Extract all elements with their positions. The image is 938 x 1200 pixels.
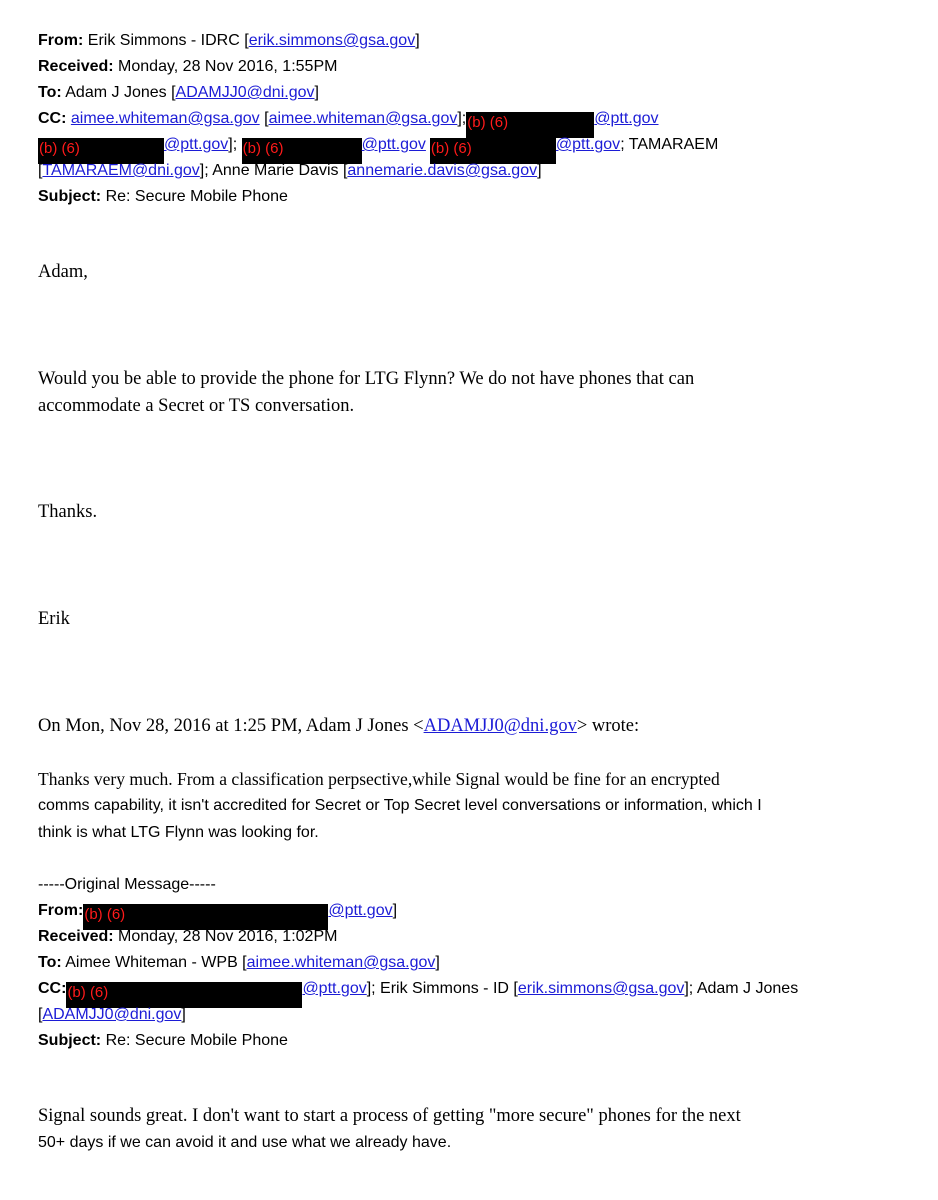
cc-label: CC:	[38, 980, 67, 997]
from-value: Erik Simmons - IDRC [	[87, 32, 249, 49]
redaction-box: (b) (6)	[83, 904, 328, 930]
cc-anne-email-link[interactable]: annemarie.davis@gsa.gov	[347, 162, 538, 179]
cc-ptt-link[interactable]: @ptt.gov	[361, 136, 426, 153]
header-subject-line	[38, 188, 288, 206]
from-label: From:	[38, 902, 84, 919]
cc-ptt-link[interactable]: @ptt.gov	[594, 110, 659, 127]
quote-intro-line	[38, 716, 639, 737]
header-to-line	[38, 954, 440, 972]
cc-adam-open: [	[38, 1006, 43, 1023]
from-ptt-link[interactable]: @ptt.gov	[328, 902, 393, 919]
quote-body-line: comms capability, it isn't accredited for Secret or Top Secret level conversations or information, which I	[38, 797, 762, 814]
thanks-line: Thanks.	[38, 502, 98, 522]
subject-label: Subject:	[38, 1032, 102, 1049]
header-cc-line-2	[38, 136, 718, 164]
cc-tamara-open: [	[38, 162, 43, 179]
cc-adam-close: ]	[181, 1006, 186, 1023]
subject-value: Re: Secure Mobile Phone	[105, 188, 288, 205]
cc-sep: ];	[228, 136, 238, 153]
received-value: Monday, 28 Nov 2016, 1:55PM	[118, 58, 338, 75]
cc-anne-close: ]	[537, 162, 542, 179]
subject-label: Subject:	[38, 188, 102, 205]
body-paragraph-line: accommodate a Secret or TS conversation.	[38, 396, 355, 416]
cc-ptt-link[interactable]: @ptt.gov	[164, 136, 229, 153]
cc-end: ]; Adam J Jones	[684, 980, 799, 997]
redaction-box: (b) (6)	[38, 138, 164, 164]
cc-email-link[interactable]: aimee.whiteman@gsa.gov	[70, 110, 260, 127]
header-cc-line	[38, 110, 659, 138]
header-to-line	[38, 84, 319, 102]
from-email-link[interactable]: erik.simmons@gsa.gov	[248, 32, 416, 49]
header-received-line	[38, 928, 337, 946]
quote-intro-email-link[interactable]: ADAMJJ0@dni.gov	[423, 716, 577, 736]
quote-body-line: think is what LTG Flynn was looking for.	[38, 824, 319, 841]
received-label: Received:	[38, 928, 114, 945]
header-cc-line-2	[38, 1006, 186, 1024]
cc-mid: ]; Erik Simmons - ID [	[366, 980, 518, 997]
received-label: Received:	[38, 58, 114, 75]
original-message-marker: -----Original Message-----	[38, 876, 216, 893]
redaction-box: (b) (6)	[66, 982, 302, 1008]
cc-sep: ];	[457, 110, 467, 127]
redaction-box: (b) (6)	[466, 112, 594, 138]
cc-email-link-bracket[interactable]: aimee.whiteman@gsa.gov	[268, 110, 458, 127]
cc-tamara-close: ]; Anne Marie Davis [	[199, 162, 348, 179]
to-label: To:	[38, 84, 62, 101]
quote-intro-prefix: On Mon, Nov 28, 2016 at 1:25 PM, Adam J Jones <	[38, 716, 424, 736]
header-received-line	[38, 58, 337, 76]
to-email-link[interactable]: ADAMJJ0@dni.gov	[175, 84, 315, 101]
quote-intro-suffix: > wrote:	[576, 716, 640, 736]
greeting: Adam,	[38, 262, 88, 282]
cc-bracket: [	[259, 110, 269, 127]
body-paragraph-line: 50+ days if we can avoid it and use what we already have.	[38, 1134, 452, 1151]
redaction-box: (b) (6)	[430, 138, 556, 164]
body-paragraph-line: Would you be able to provide the phone for LTG Flynn? We do not have phones that can	[38, 369, 695, 389]
cc-label: CC:	[38, 110, 67, 127]
to-close: ]	[435, 954, 440, 971]
to-value: Adam J Jones [	[65, 84, 176, 101]
cc-tamara-name: ; TAMARAEM	[620, 136, 719, 153]
from-close: ]	[392, 902, 398, 919]
received-value: Monday, 28 Nov 2016, 1:02PM	[118, 928, 338, 945]
header-cc-line	[38, 980, 798, 1008]
body-paragraph-line: Signal sounds great. I don't want to start a process of getting "more secure" phones for the next	[38, 1106, 741, 1126]
header-from-line	[38, 902, 397, 930]
to-label: To:	[38, 954, 62, 971]
signoff-line: Erik	[38, 609, 70, 629]
from-close: ]	[415, 32, 420, 49]
header-from-line	[38, 32, 420, 50]
to-close: ]	[314, 84, 319, 101]
from-label: From:	[38, 32, 84, 49]
header-subject-line	[38, 1032, 288, 1050]
cc-tamara-email-link[interactable]: TAMARAEM@dni.gov	[42, 162, 200, 179]
cc-adam-email-link[interactable]: ADAMJJ0@dni.gov	[42, 1006, 182, 1023]
subject-value: Re: Secure Mobile Phone	[105, 1032, 288, 1049]
to-email-link[interactable]: aimee.whiteman@gsa.gov	[246, 954, 436, 971]
to-value: Aimee Whiteman - WPB [	[65, 954, 247, 971]
redaction-box: (b) (6)	[242, 138, 362, 164]
cc-erik-email-link[interactable]: erik.simmons@gsa.gov	[517, 980, 685, 997]
quote-body-line: Thanks very much. From a classification perpsective,while Signal would be fine for an encrypted	[38, 769, 720, 789]
header-cc-line-3	[38, 162, 542, 180]
cc-ptt-link[interactable]: @ptt.gov	[555, 136, 621, 153]
cc-ptt-link[interactable]: @ptt.gov	[302, 980, 367, 997]
